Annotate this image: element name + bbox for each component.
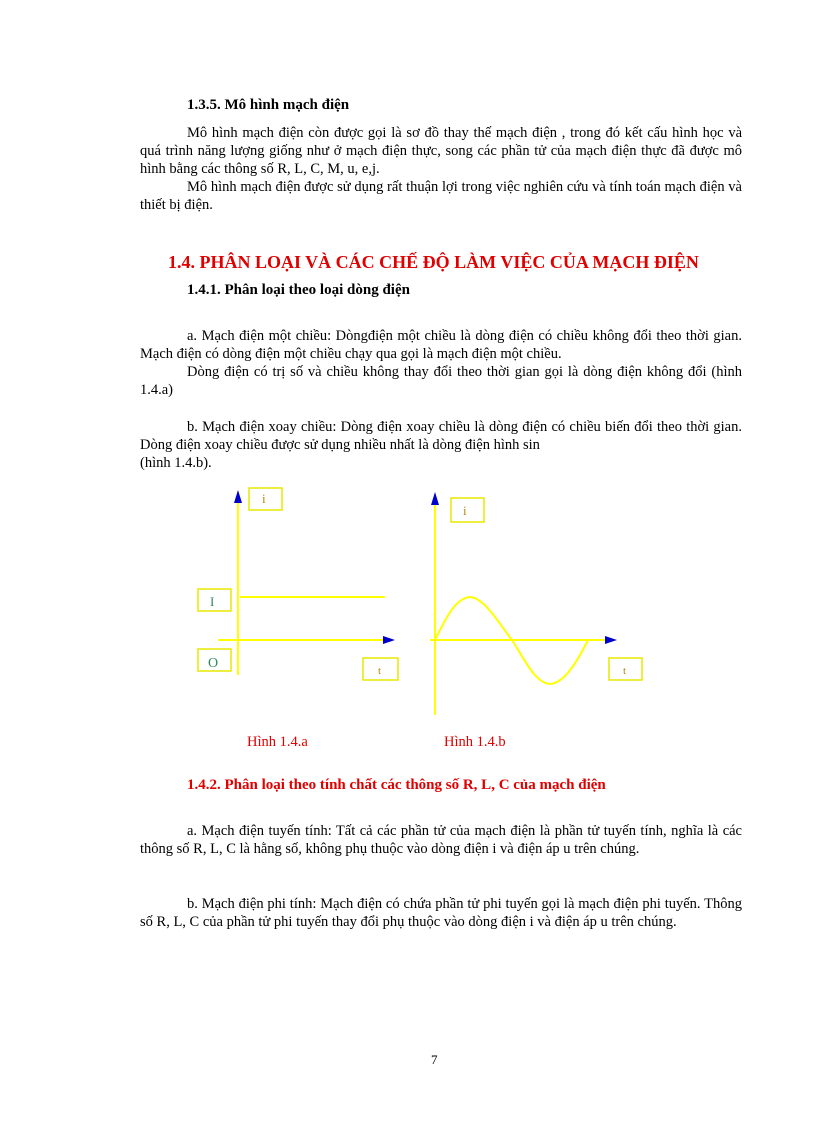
label-box [451,498,484,522]
y-arrow [431,492,439,505]
paragraph: Mô hình mạch điện được sử dụng rất thuận lợi trong việc nghiên cứu và tính toán mạch điện và thiết bị điện. [140,179,742,213]
paragraph: b. Mạch điện xoay chiều: Dòng điện xoay chiều là dòng điện có chiều biến đổi theo thời gian. Dòng điện xoay chiều được sử dụng nhiều nhất là dòng điện hình sin [140,419,742,453]
t-label: t [378,665,382,677]
paragraph: Dòng điện có trị số và chiều không thay đổi theo thời gian gọi là dòng điện không đổi (hình 1.4.a) [140,364,742,398]
paragraph: Mô hình mạch điện còn được gọi là sơ đồ thay thế mạch điện , trong đó kết cấu hình học và quá trình năng lượng giống như ở mạch điện thực, song các phần tử của mạch điện thực đã được mô hình bằng các thông số R, L, C, M, u, e,j. [140,125,742,177]
i-label: i [463,503,467,518]
paragraph: (hình 1.4.b). [140,455,212,471]
page-number: 7 [431,1052,438,1067]
section-1-4-1-heading: 1.4.1. Phân loại theo loại dòng điện [187,282,410,298]
figure-1-4-b [430,492,642,750]
x-arrow [605,636,617,644]
t-label: t [623,665,627,677]
section-1-4-heading: 1.4. PHÂN LOẠI VÀ CÁC CHẾ ĐỘ LÀM VIỆC CỦA MẠCH ĐIỆN [168,252,699,272]
y-arrow [234,490,242,503]
section-1-4-2-heading: 1.4.2. Phân loại theo tính chất các thông số R, L, C của mạch điện [187,777,606,793]
figure-1-4-a [198,488,398,750]
paragraph: a. Mạch điện một chiều: Dòngđiện một chiều là dòng điện có chiều không đổi theo thời gian. Mạch điện có dòng điện một chiều chạy qua gọi là mạch điện một chiều. [140,328,742,362]
caption-b: Hình 1.4.b [444,734,506,750]
section-1-4-2-body-b [140,895,742,931]
I-label: I [210,594,215,609]
caption-a: Hình 1.4.a [247,734,308,750]
section-1-4-2-body-a [140,822,742,858]
paragraph: a. Mạch điện tuyến tính: Tất cả các phần tử của mạch điện là phần tử tuyến tính, nghĩa là các thông số R, L, C là hằng số, không phụ thuộc vào dòng điện i và điện áp u trên chúng. [140,823,742,857]
paragraph: b. Mạch điện phi tính: Mạch điện có chứa phần tử phi tuyến gọi là mạch điện phi tuyến. Thông số R, L, C của phần tử phi tuyến thay đổi phụ thuộc vào dòng điện i và điện áp u trên chúng. [140,896,742,930]
i-label: i [262,491,266,506]
label-box [198,589,231,611]
O-label: O [208,656,219,671]
section-1-3-5-heading: 1.3.5. Mô hình mạch điện [187,97,350,113]
x-arrow [383,636,395,644]
